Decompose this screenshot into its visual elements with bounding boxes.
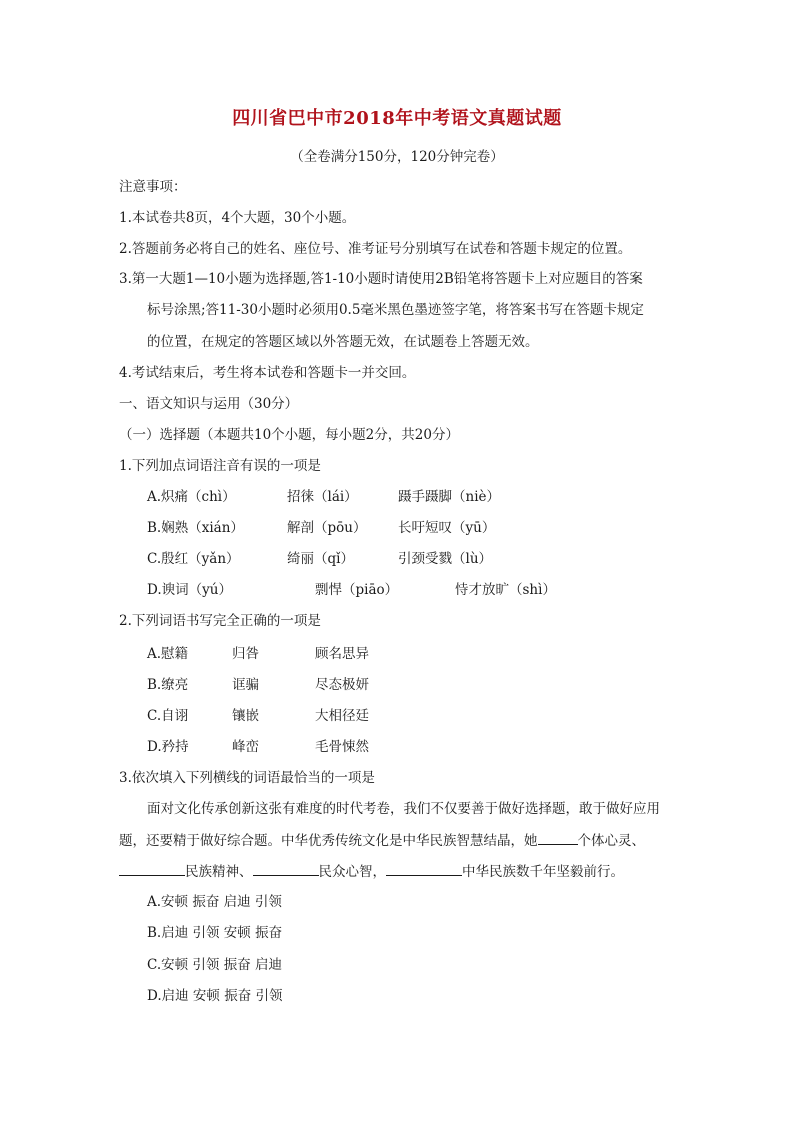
question-3-stem: 3.依次填入下列横线的词语最恰当的一项是: [119, 770, 375, 786]
q1-option-a-col3: 蹑手蹑脚（niè）: [398, 489, 501, 505]
q2-option-c-col1: C.自诩: [147, 708, 189, 724]
q1-option-c-col3: 引颈受戮（lù）: [398, 551, 493, 567]
q1-option-a-col1: A.炽痛（chì）: [147, 489, 236, 505]
q3-passage-line-2: [119, 830, 645, 851]
q1-option-d-col2: 剽悍（piāo）: [315, 582, 399, 598]
q2-option-c-col2: 镶嵌: [232, 708, 259, 724]
q2-option-c-col3: 大相径廷: [315, 708, 369, 724]
question-2-stem: 2.下列词语书写完全正确的一项是: [119, 613, 321, 629]
q2-option-b-col3: 尽态极妍: [315, 677, 369, 693]
q3-passage-line-3: [119, 861, 624, 882]
note-4: 4.考试结束后，考生将本试卷和答题卡一并交回。: [119, 365, 416, 381]
q1-option-c-col2: 绮丽（qǐ）: [287, 551, 354, 567]
q3-passage-text-3c: 中华民族数千年坚毅前行。: [462, 864, 624, 880]
q3-passage-text-2a: 题，还要精于做好综合题。中华优秀传统文化是中华民族智慧结晶，她: [119, 833, 538, 849]
q2-option-b-col1: B.缭亮: [147, 677, 189, 693]
note-2: 2.答题前务必将自己的姓名、座位号、准考证号分别填写在试卷和答题卡规定的位置。: [119, 241, 632, 257]
q3-option-b: B.启迪 引领 安顿 振奋: [147, 925, 283, 941]
q1-option-b-col2: 解剖（pōu）: [287, 520, 367, 536]
q3-passage-text-2b: 个体心灵、: [577, 833, 645, 849]
q2-option-a-col1: A.慰籍: [147, 646, 189, 662]
q1-option-a-col2: 招徕（lái）: [287, 489, 358, 505]
note-1: 1.本试卷共8页，4个大题，30个小题。: [119, 210, 356, 226]
q2-option-a-col3: 顾名思异: [315, 646, 369, 662]
q1-option-c-col1: C.殷红（yǎn）: [147, 551, 240, 567]
q3-passage-text-3a: 民族精神、: [185, 864, 253, 880]
q3-option-d: D.启迪 安顿 振奋 引领: [147, 988, 283, 1004]
q2-option-d-col3: 毛骨悚然: [315, 739, 369, 755]
q3-option-c: C.安顿 引领 振奋 启迪: [147, 957, 283, 973]
q2-option-a-col2: 归咎: [232, 646, 259, 662]
note-3-line-3: 的位置，在规定的答题区域以外答题无效，在试题卷上答题无效。: [147, 334, 539, 350]
q3-passage-line-1: 面对文化传承创新这张有难度的时代考卷，我们不仅要善于做好选择题，敢于做好应用: [147, 801, 660, 817]
fill-blank-2: [119, 861, 185, 876]
fill-blank-1: [538, 830, 578, 845]
fill-blank-4: [386, 861, 462, 876]
q2-option-d-col2: 峰峦: [232, 739, 259, 755]
fill-blank-3: [253, 861, 319, 876]
q1-option-d-col1: D.谀词（yú）: [147, 582, 232, 598]
section-heading: 一、语文知识与运用（30分）: [119, 396, 299, 412]
q1-option-b-col3: 长吁短叹（yū）: [398, 520, 496, 536]
note-3-line-1: 3.第一大题1—10小题为选择题,答1-10小题时请使用2B铅笔将答题卡上对应题目的答案: [119, 271, 643, 287]
q1-option-d-col3: 恃才放旷（shì）: [455, 582, 556, 598]
q2-option-d-col1: D.矜持: [147, 739, 189, 755]
section-subheading: （一）选择题（本题共10个小题，每小题2分，共20分）: [119, 427, 459, 443]
page-subtitle: （全卷满分150分，120分钟完卷）: [290, 149, 504, 165]
q3-passage-text-3b: 民众心智，: [318, 864, 386, 880]
q3-option-a: A.安顿 振奋 启迪 引领: [147, 894, 282, 910]
note-3-line-2: 标号涂黑;答11-30小题时必须用0.5毫米黑色墨迹签字笔，将答案书写在答题卡规定: [147, 302, 644, 318]
q1-option-b-col1: B.娴熟（xián）: [147, 520, 244, 536]
page-title: 四川省巴中市2018年中考语文真题试题: [232, 108, 562, 129]
question-1-stem: 1.下列加点词语注音有误的一项是: [119, 458, 321, 474]
notes-heading: 注意事项：: [119, 179, 187, 195]
q2-option-b-col2: 诓骗: [232, 677, 259, 693]
